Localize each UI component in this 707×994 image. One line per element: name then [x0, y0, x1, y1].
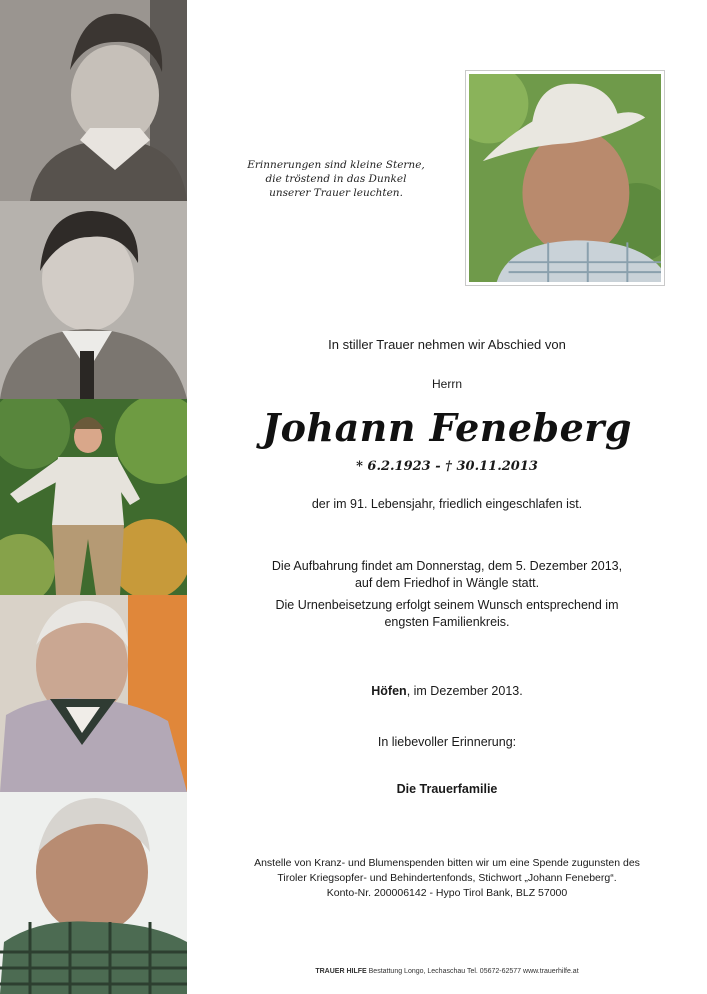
donation-info [187, 856, 707, 901]
quote-line-3: unserer Trauer leuchten. [269, 187, 403, 199]
footer-brand: TRAUER HILFE [315, 968, 367, 975]
young-boy-portrait-photo [0, 201, 187, 399]
age-line: der im 91. Lebensjahr, friedlich eingeschlafen ist. [311, 497, 583, 511]
footer-text: Bestattung Longo, Lechaschau Tel. 05672-62577 www.trauerhilfe.at [366, 968, 579, 975]
elderly-man-sweater-photo [0, 595, 187, 792]
place-suffix: , im Dezember 2013. [406, 684, 523, 698]
donation-line-2: Tiroler Kriegsopfer- und Behindertenfonds, Stichwort „Johann Feneberg“. [277, 872, 617, 884]
announcement-intro: In stiller Trauer nehmen wir Abschied von [328, 337, 566, 352]
deceased-name: Johann Feneberg [262, 405, 632, 450]
life-dates: * 6.2.1923 - † 30.11.2013 [356, 459, 538, 474]
donation-line-1: Anstelle von Kranz- und Blumenspenden bitten wir um eine Spende zugunsten des [254, 857, 640, 869]
memory-line: In liebevoller Erinnerung: [377, 735, 517, 749]
donation-line-3: Konto-Nr. 200006142 - Hypo Tirol Bank, BLZ 57000 [326, 887, 568, 899]
place-name: Höfen [371, 684, 407, 698]
aufbahrung-line-2: auf dem Friedhof in Wängle statt. [354, 576, 540, 590]
family-signature: Die Trauerfamilie [396, 782, 498, 796]
memorial-quote [232, 158, 440, 200]
quote-line-1: Erinnerungen sind kleine Sterne, [247, 159, 425, 171]
place-date-line [187, 684, 707, 698]
elderly-man-checked-shirt-photo [0, 792, 187, 994]
footer [187, 968, 707, 975]
child-portrait-photo [0, 0, 187, 201]
aufbahrung-line-1: Die Aufbahrung findet am Donnerstag, dem 5. Dezember 2013, [271, 559, 623, 573]
urne-line-2: engsten Familienkreis. [384, 615, 510, 629]
urne-info [187, 597, 707, 631]
man-in-garden-photo [0, 399, 187, 595]
man-with-hat-portrait-photo [465, 70, 665, 286]
photo-strip [0, 0, 187, 994]
aufbahrung-info [187, 558, 707, 592]
urne-line-1: Die Urnenbeisetzung erfolgt seinem Wunsch entsprechend im [275, 598, 619, 612]
salutation: Herrn [431, 377, 462, 391]
quote-line-2: die tröstend in das Dunkel [265, 173, 407, 185]
